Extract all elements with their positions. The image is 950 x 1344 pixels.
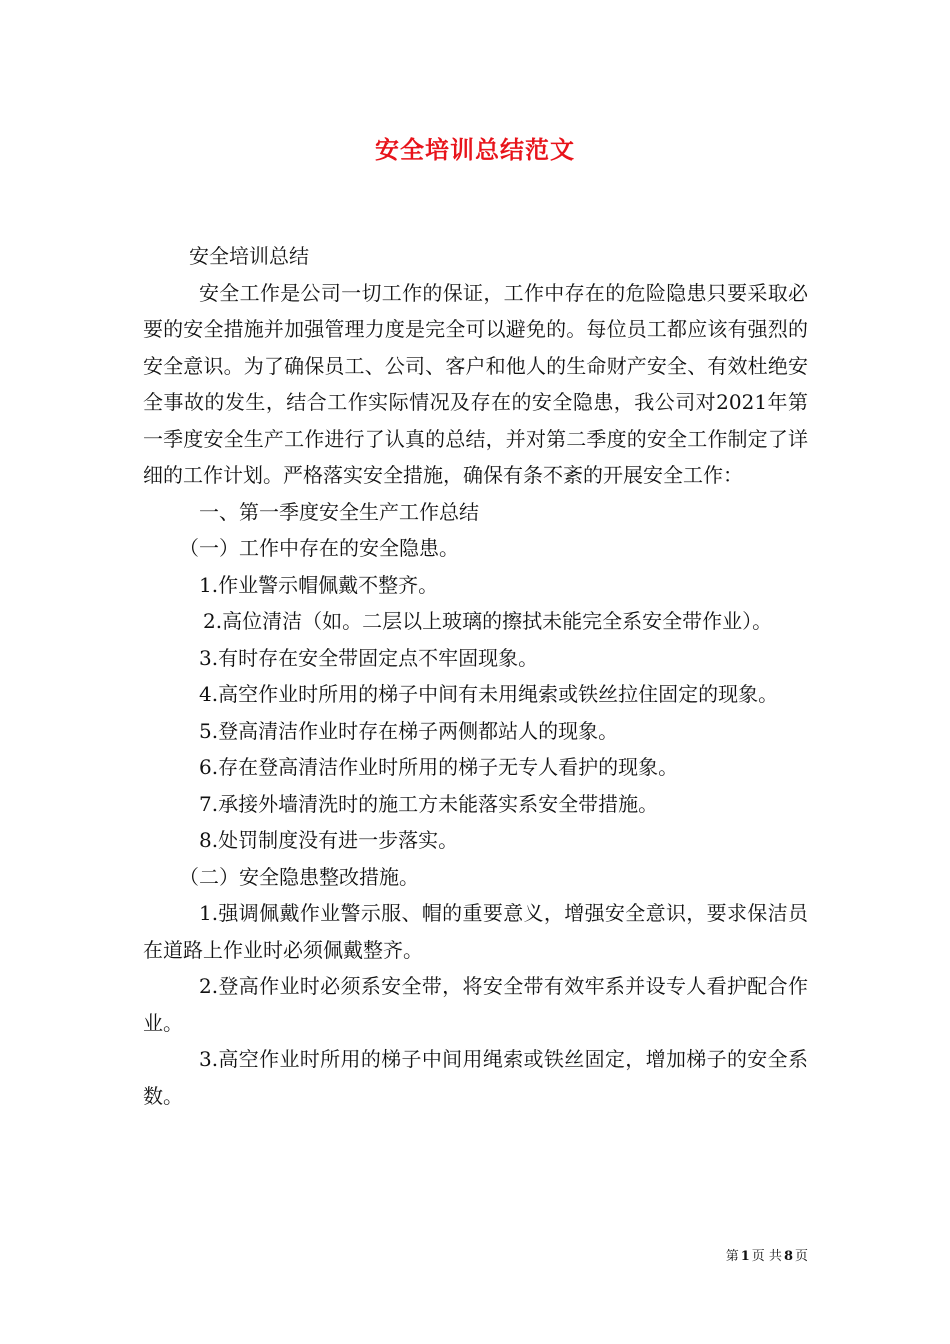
hazard-item: 6.存在登高清洁作业时所用的梯子无专人看护的现象。 xyxy=(199,755,679,779)
hazard-item: 8.处罚制度没有进一步落实。 xyxy=(199,828,459,852)
measure-item: 3.高空作业时所用的梯子中间用绳索或铁丝固定，增加梯子的安全系数。 xyxy=(143,1047,808,1108)
footer-current-page: 1 xyxy=(740,1249,750,1264)
hazard-item: 4.高空作业时所用的梯子中间有未用绳索或铁丝拉住固定的现象。 xyxy=(199,682,779,706)
hazard-item: 5.登高清洁作业时存在梯子两侧都站人的现象。 xyxy=(199,718,619,743)
section-heading: 一、第一季度安全生产工作总结 xyxy=(199,499,479,524)
hazard-item: 2.高位清洁（如。二层以上玻璃的擦拭未能完全系安全带作业）。 xyxy=(203,609,773,633)
footer-prefix: 第 xyxy=(725,1249,739,1264)
measure-item: 2.登高作业时必须系安全带，将安全带有效牢系并设专人看护配合作业。 xyxy=(143,974,808,1035)
document-subtitle: 安全培训总结 xyxy=(189,244,309,268)
hazard-item: 7.承接外墙清洗时的施工方未能落实系安全带措施。 xyxy=(199,791,659,816)
intro-paragraph: 安全工作是公司一切工作的保证，工作中存在的危险隐患只要采取必要的安全措施并加强管理力度是完全可以避免的。每位员工都应该有强烈的安全意识。为了确保员工、公司、客户和他人的生命财产安全、有效杜绝安全事故的发生，结合工作实际情况及存在的安全隐患，我公司对2021年第一季度安全生产工作进行了认真的总结，并对第二季度的安全工作制定了详细的工作计划。严格落实安全措施，确保有条不紊的开展安全工作： xyxy=(143,280,808,487)
page-footer xyxy=(726,1248,808,1266)
footer-middle: 页 共 xyxy=(751,1249,782,1264)
subsection-heading-measures: （二）安全隐患整改措施。 xyxy=(179,864,419,889)
document-title: 安全培训总结范文 xyxy=(375,135,575,164)
hazard-item: 1.作业警示帽佩戴不整齐。 xyxy=(199,572,439,597)
hazard-item: 3.有时存在安全带固定点不牢固现象。 xyxy=(199,645,539,670)
subsection-heading-hazards: （一）工作中存在的安全隐患。 xyxy=(179,536,459,560)
measure-item: 1.强调佩戴作业警示服、帽的重要意义，增强安全意识，要求保洁员在道路上作业时必须佩戴整齐。 xyxy=(143,901,808,962)
footer-suffix: 页 xyxy=(794,1249,808,1264)
document-body xyxy=(143,238,808,1114)
footer-total-pages: 8 xyxy=(783,1249,793,1264)
